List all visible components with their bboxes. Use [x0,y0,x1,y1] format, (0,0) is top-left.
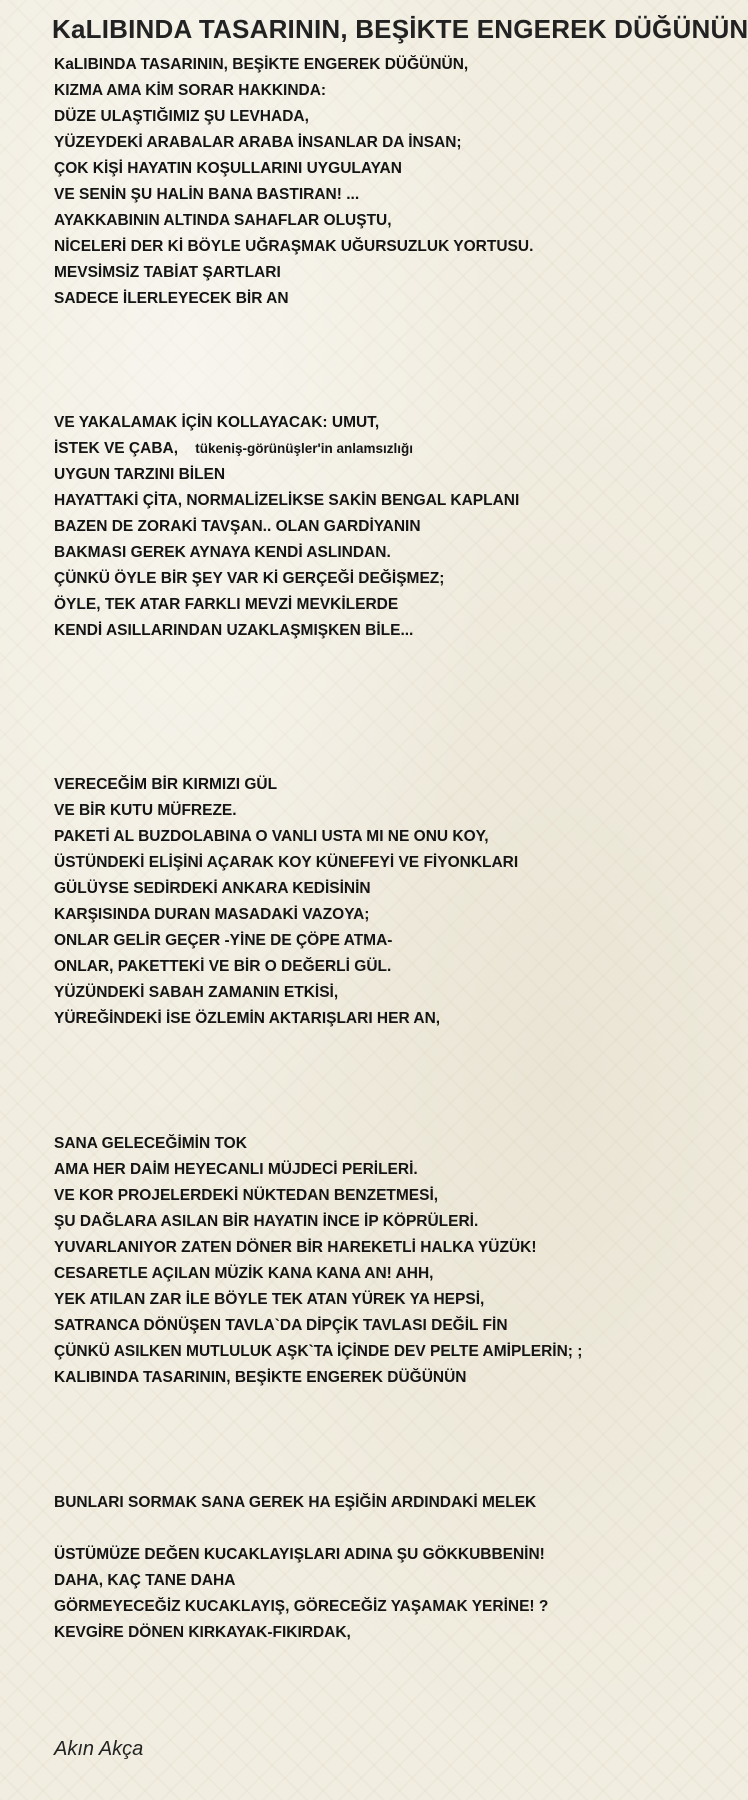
poem-line: VE BİR KUTU MÜFREZE. [54,802,237,819]
poem-title: KaLIBINDA TASARININ, BEŞİKTE ENGEREK DÜĞÜNÜN [52,14,748,44]
poem-line: BUNLARI SORMAK SANA GEREK HA EŞİĞİN ARDINDAKİ MELEK [54,1494,537,1511]
poem-line: ONLAR GELİR GEÇER -YİNE DE ÇÖPE ATMA- [54,932,393,949]
stanza-3 [54,772,518,1032]
poem-line: SANA GELECEĞİMİN TOK [54,1135,247,1152]
poem-line: KEVGİRE DÖNEN KIRKAYAK-FIKIRDAK, [54,1624,351,1641]
poem-line: KENDİ ASILLARINDAN UZAKLAŞMIŞKEN BİLE... [54,622,414,639]
poem-line: VE YAKALAMAK İÇİN KOLLAYACAK: UMUT, [54,414,380,431]
poem-line: YUVARLANIYOR ZATEN DÖNER BİR HAREKETLİ HALKA YÜZÜK! [54,1239,537,1256]
poem-line: GÜLÜYSE SEDİRDEKİ ANKARA KEDİSİNİN [54,880,371,897]
poem-line: VE SENİN ŞU HALİN BANA BASTIRAN! ... [54,186,360,203]
poem-line: CESARETLE AÇILAN MÜZİK KANA KANA AN! AHH, [54,1265,434,1282]
poem-line: PAKETİ AL BUZDOLABINA O VANLI USTA MI NE ONU KOY, [54,828,489,845]
poem-line: SATRANCA DÖNÜŞEN TAVLA`DA DİPÇİK TAVLASI DEĞİL FİN [54,1317,508,1334]
stanza-spacer [54,1516,548,1542]
poem-line: KaLIBINDA TASARININ, BEŞİKTE ENGEREK DÜĞÜNÜN, [54,56,469,73]
poem-line: ÖYLE, TEK ATAR FARKLI MEVZİ MEVKİLERDE [54,596,399,613]
poem-line: BAKMASI GEREK AYNAYA KENDİ ASLINDAN. [54,544,391,561]
poem-line: MEVSİMSİZ TABİAT ŞARTLARI [54,264,281,281]
poem-line: AMA HER DAİM HEYECANLI MÜJDECİ PERİLERİ. [54,1161,418,1178]
author-name: Akın Akça [54,1738,144,1760]
poem-line: YÜZÜNDEKİ SABAH ZAMANIN ETKİSİ, [54,984,339,1001]
poem-line: ONLAR, PAKETTEKİ VE BİR O DEĞERLİ GÜL. [54,958,392,975]
poem-line: ÇOK KİŞİ HAYATIN KOŞULLARINI UYGULAYAN [54,160,402,177]
poem-line: ÜSTÜNDEKİ ELİŞİNİ AÇARAK KOY KÜNEFEYİ VE FİYONKLARI [54,854,519,871]
poem-line: ÇÜNKÜ ÖYLE BİR ŞEY VAR Kİ GERÇEĞİ DEĞİŞMEZ; [54,570,445,587]
stanza-5 [54,1490,548,1646]
poem-line: KARŞISINDA DURAN MASADAKİ VAZOYA; [54,906,370,923]
poem-line: DÜZE ULAŞTIĞIMIZ ŞU LEVHADA, [54,108,309,125]
poem-line: GÖRMEYECEĞİZ KUCAKLAYIŞ, GÖRECEĞİZ YAŞAMAK YERİNE! ? [54,1598,549,1615]
poem-line: VERECEĞİM BİR KIRMIZI GÜL [54,776,278,793]
poem-line: DAHA, KAÇ TANE DAHA [54,1572,236,1589]
stanza-4 [54,1131,582,1391]
poem-line: ŞU DAĞLARA ASILAN BİR HAYATIN İNCE İP KÖPRÜLERİ. [54,1213,479,1230]
poem-line: SADECE İLERLEYECEK BİR AN [54,290,289,307]
inline-note: tükeniş-görünüşler'in anlamsızlığı [195,441,413,456]
stanza-1 [54,52,533,312]
poem-line: KIZMA AMA KİM SORAR HAKKINDA: [54,82,327,99]
poem-line: UYGUN TARZINI BİLEN [54,466,226,483]
poem-line: YÜZEYDEKİ ARABALAR ARABA İNSANLAR DA İNSAN; [54,134,462,151]
poem-line: NİCELERİ DER Kİ BÖYLE UĞRAŞMAK UĞURSUZLUK YORTUSU. [54,238,534,255]
poem-line-text: İSTEK VE ÇABA, [54,440,179,457]
poem-line: AYAKKABININ ALTINDA SAHAFLAR OLUŞTU, [54,212,392,229]
poem-line: ÇÜNKÜ ASILKEN MUTLULUK AŞK`TA İÇİNDE DEV PELTE AMİPLERİN; ; [54,1343,583,1360]
poem-line: YEK ATILAN ZAR İLE BÖYLE TEK ATAN YÜREK YA HEPSİ, [54,1291,485,1308]
stanza-2 [54,410,519,644]
poem-line: YÜREĞİNDEKİ İSE ÖZLEMİN AKTARIŞLARI HER AN, [54,1010,441,1027]
poem-line: HAYATTAKİ ÇİTA, NORMALİZELİKSE SAKİN BENGAL KAPLANI [54,492,520,509]
poem-line-with-note [54,436,519,462]
poem-line: KALIBINDA TASARININ, BEŞİKTE ENGEREK DÜĞÜNÜN [54,1369,467,1386]
poem-line: ÜSTÜMÜZE DEĞEN KUCAKLAYIŞLARI ADINA ŞU GÖKKUBBENİN! [54,1546,545,1563]
poem-line: VE KOR PROJELERDEKİ NÜKTEDAN BENZETMESİ, [54,1187,439,1204]
poem-line: BAZEN DE ZORAKİ TAVŞAN.. OLAN GARDİYANIN [54,518,421,535]
